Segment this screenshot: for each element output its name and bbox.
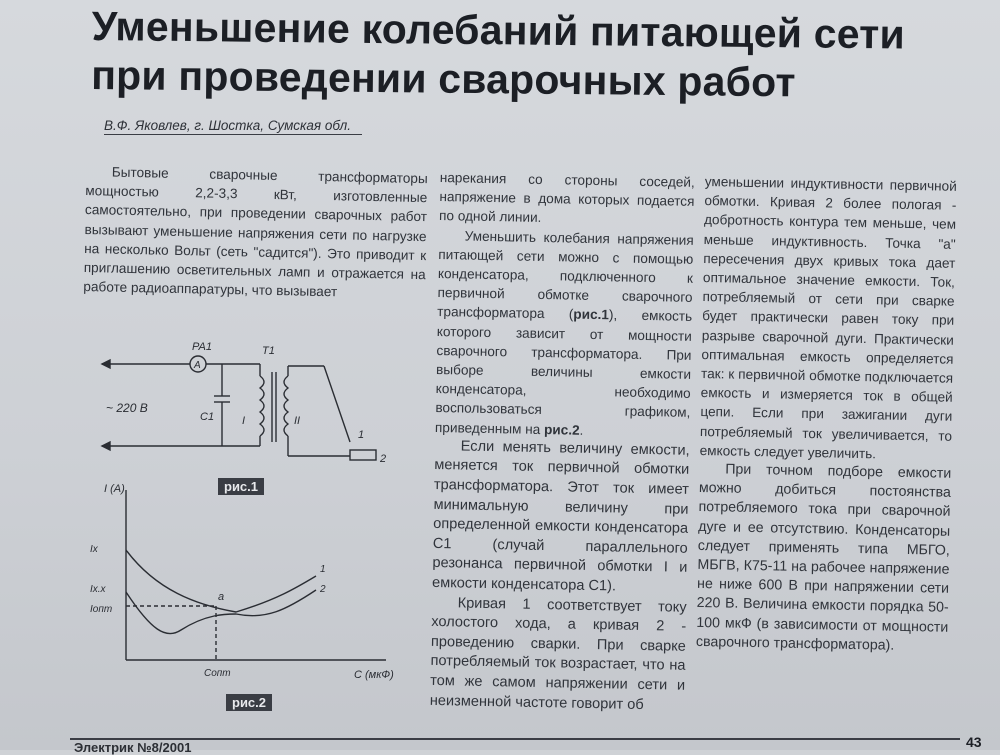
point-a-label: а — [218, 591, 225, 603]
transformer-label: T1 — [262, 345, 275, 357]
paragraph: уменьшении индуктивности первичной обмотки. Кривая 2 более пологая - добротность контура тем меньше, чем меньше индуктивность. Точка "а" пересечения двух кривых тока дает оптимальное значение емкости. Ток, потребляемый от сети при сварке будет практически равен току при разрыве сварочной дуги. Практически оптимальная емкость определяется так: к первичной обмотке подключается емкость и измеряется ток в общей цепи. Если при зажигании дуги потребляемый ток увеличивается, то емкость следует увеличить. — [699, 173, 957, 462]
primary-label: I — [242, 415, 246, 427]
c-opt-label: Сопт — [204, 668, 231, 679]
electrode-line — [324, 366, 350, 442]
secondary-label: II — [294, 415, 301, 427]
figure-reference: рис.2 — [543, 421, 580, 438]
article-title: Уменьшение колебаний питающей сети при проведении сварочных работ — [90, 2, 906, 106]
i-h-label: Iх — [90, 544, 98, 555]
x-axis-label: C (мкФ) — [354, 669, 394, 681]
i-xx-label: Iх.х — [90, 584, 106, 595]
figure-reference: рис.1 — [573, 307, 610, 323]
paragraph: нарекания со стороны соседей, напряжение в дома которых подается по одной линии. — [438, 169, 695, 226]
secondary-winding — [284, 376, 288, 436]
circuit-diagram — [92, 334, 422, 474]
text-column-3 — [696, 172, 957, 657]
current-vs-capacitance-graph — [86, 480, 416, 690]
curve-1-label: 1 — [320, 564, 326, 575]
workpiece — [350, 450, 376, 460]
i-opt-label: Iопт — [90, 604, 113, 615]
footer-text: Электрик №8/2001 — [74, 740, 192, 755]
paragraph: Если менять величину емкости, меняется ток первичной обмотки трансформатора. Этот ток имеет минимальную величину при определенной емкости конденсатора С1 (случай параллельного резонанса первичной обмотки I и емкости конденсатора С1). — [431, 438, 690, 595]
article-author: В.Ф. Яковлев, г. Шостка, Сумская обл. — [104, 118, 362, 135]
y-axis-label: I (А) — [104, 483, 125, 495]
capacitor-label: C1 — [200, 411, 215, 423]
primary-winding — [260, 376, 264, 436]
page-number: 43 — [966, 734, 982, 750]
text-column-1 — [83, 162, 428, 304]
paragraph: Бытовые сварочные трансформаторы мощностью 2,2-3,3 кВт, изготовленные самостоятельно, при проведении сварочных работ вызывают уменьшение напряжения сети по нагрузке на несколько Вольт (сеть "садится"). Это приводит к приглашению осветительных ламп и отражается на работе радиоаппаратуры, что вызывает — [83, 164, 428, 300]
paragraph: Уменьшить колебания напряжения питающей сети можно с помощью конденсатора, подключенного к первичной обмотке сварочного трансформатора (рис.1), емкость которого зависит от мощности сварочного трансформатора. При выборе величины емкости конденсатора, необходимо воспользоваться графиком, приведенным на рис.2. — [434, 228, 694, 438]
text-column-2 — [430, 168, 695, 716]
figure1-caption: рис.1 — [218, 478, 264, 495]
paragraph: При точном подборе емкости можно добиться постоянства потребляемого тока при сварочной дуге и ее отсутствию. Конденсаторы следует применять типа МБГО, МБГВ, К75-11 на рабочее напряжение не ниже 600 В при напряжении сети 220 В. Величина емкости порядка 50-100 мкФ (в зависимости от мощности сварочного трансформатора). — [695, 461, 952, 654]
electrode-label: 1 — [358, 429, 365, 441]
meter-symbol-label: A — [194, 360, 201, 371]
curve-2-label: 2 — [320, 584, 326, 595]
mains-label: ~ 220 В — [106, 401, 148, 415]
footer-rule — [70, 738, 960, 740]
terminal-arrow-top — [102, 360, 110, 368]
figure2-caption: рис.2 — [226, 694, 272, 711]
meter-label: PA1 — [192, 341, 212, 353]
terminal-arrow-bottom — [102, 442, 110, 450]
paragraph: Кривая 1 соответствует току холостого хода, а кривая 2 - проведению сварки. При сварке потребляемый ток возрастает, что на том же самом напряжении сети и неизменной частоте говорит об — [429, 595, 687, 713]
workpiece-label: 2 — [380, 453, 387, 465]
